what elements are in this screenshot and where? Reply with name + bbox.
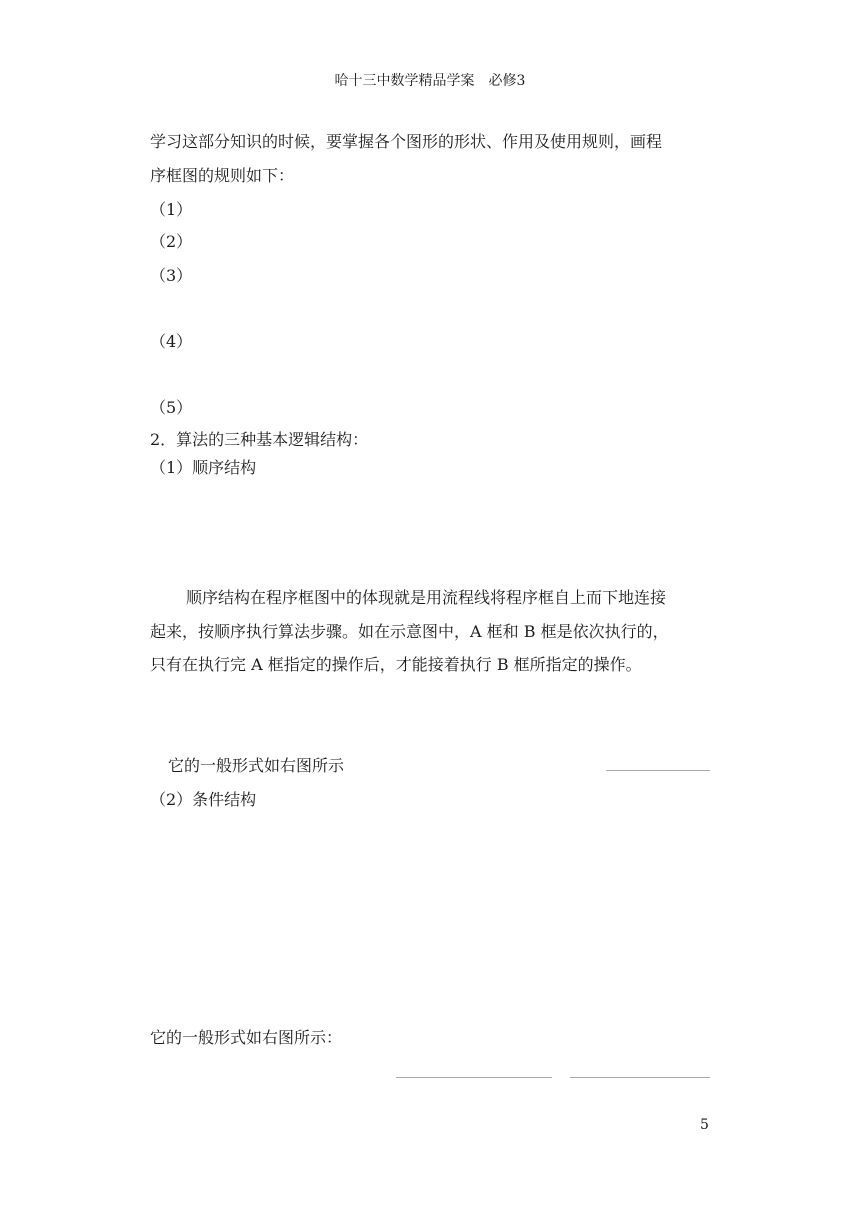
page-header: 哈十三中数学精品学案 必修3 <box>334 73 526 89</box>
condition-diagram-rule-right <box>570 1077 710 1078</box>
condition-diagram-rule-left <box>396 1077 552 1078</box>
rule-item-2: （2） <box>150 232 193 251</box>
rule-item-1: （1） <box>150 200 193 219</box>
sequence-diagram-rule <box>606 770 710 771</box>
condition-structure-label: （2）条件结构 <box>150 790 257 809</box>
rule-item-3: （3） <box>150 266 193 285</box>
sequence-paragraph-line-3: 只有在执行完 A 框指定的操作后，才能接着执行 B 框所指定的操作。 <box>150 655 642 674</box>
page-number: 5 <box>700 1117 709 1133</box>
rule-item-4: （4） <box>150 332 193 351</box>
sequence-paragraph-line-1: 顺序结构在程序框图中的体现就是用流程线将程序框自上而下地连接 <box>186 588 667 607</box>
sequence-form-caption: 它的一般形式如右图所示 <box>168 756 345 775</box>
rule-item-5: （5） <box>150 398 193 417</box>
condition-form-caption: 它的一般形式如右图所示： <box>150 1028 343 1047</box>
sequence-structure-label: （1）顺序结构 <box>150 458 257 477</box>
intro-line-1: 学习这部分知识的时候，要掌握各个图形的形状、作用及使用规则，画程 <box>150 132 663 151</box>
sequence-paragraph-line-2: 起来，按顺序执行算法步骤。如在示意图中，A 框和 B 框是依次执行的， <box>150 622 669 641</box>
section-heading: 2．算法的三种基本逻辑结构： <box>150 430 369 449</box>
intro-line-2: 序框图的规则如下： <box>150 166 295 185</box>
